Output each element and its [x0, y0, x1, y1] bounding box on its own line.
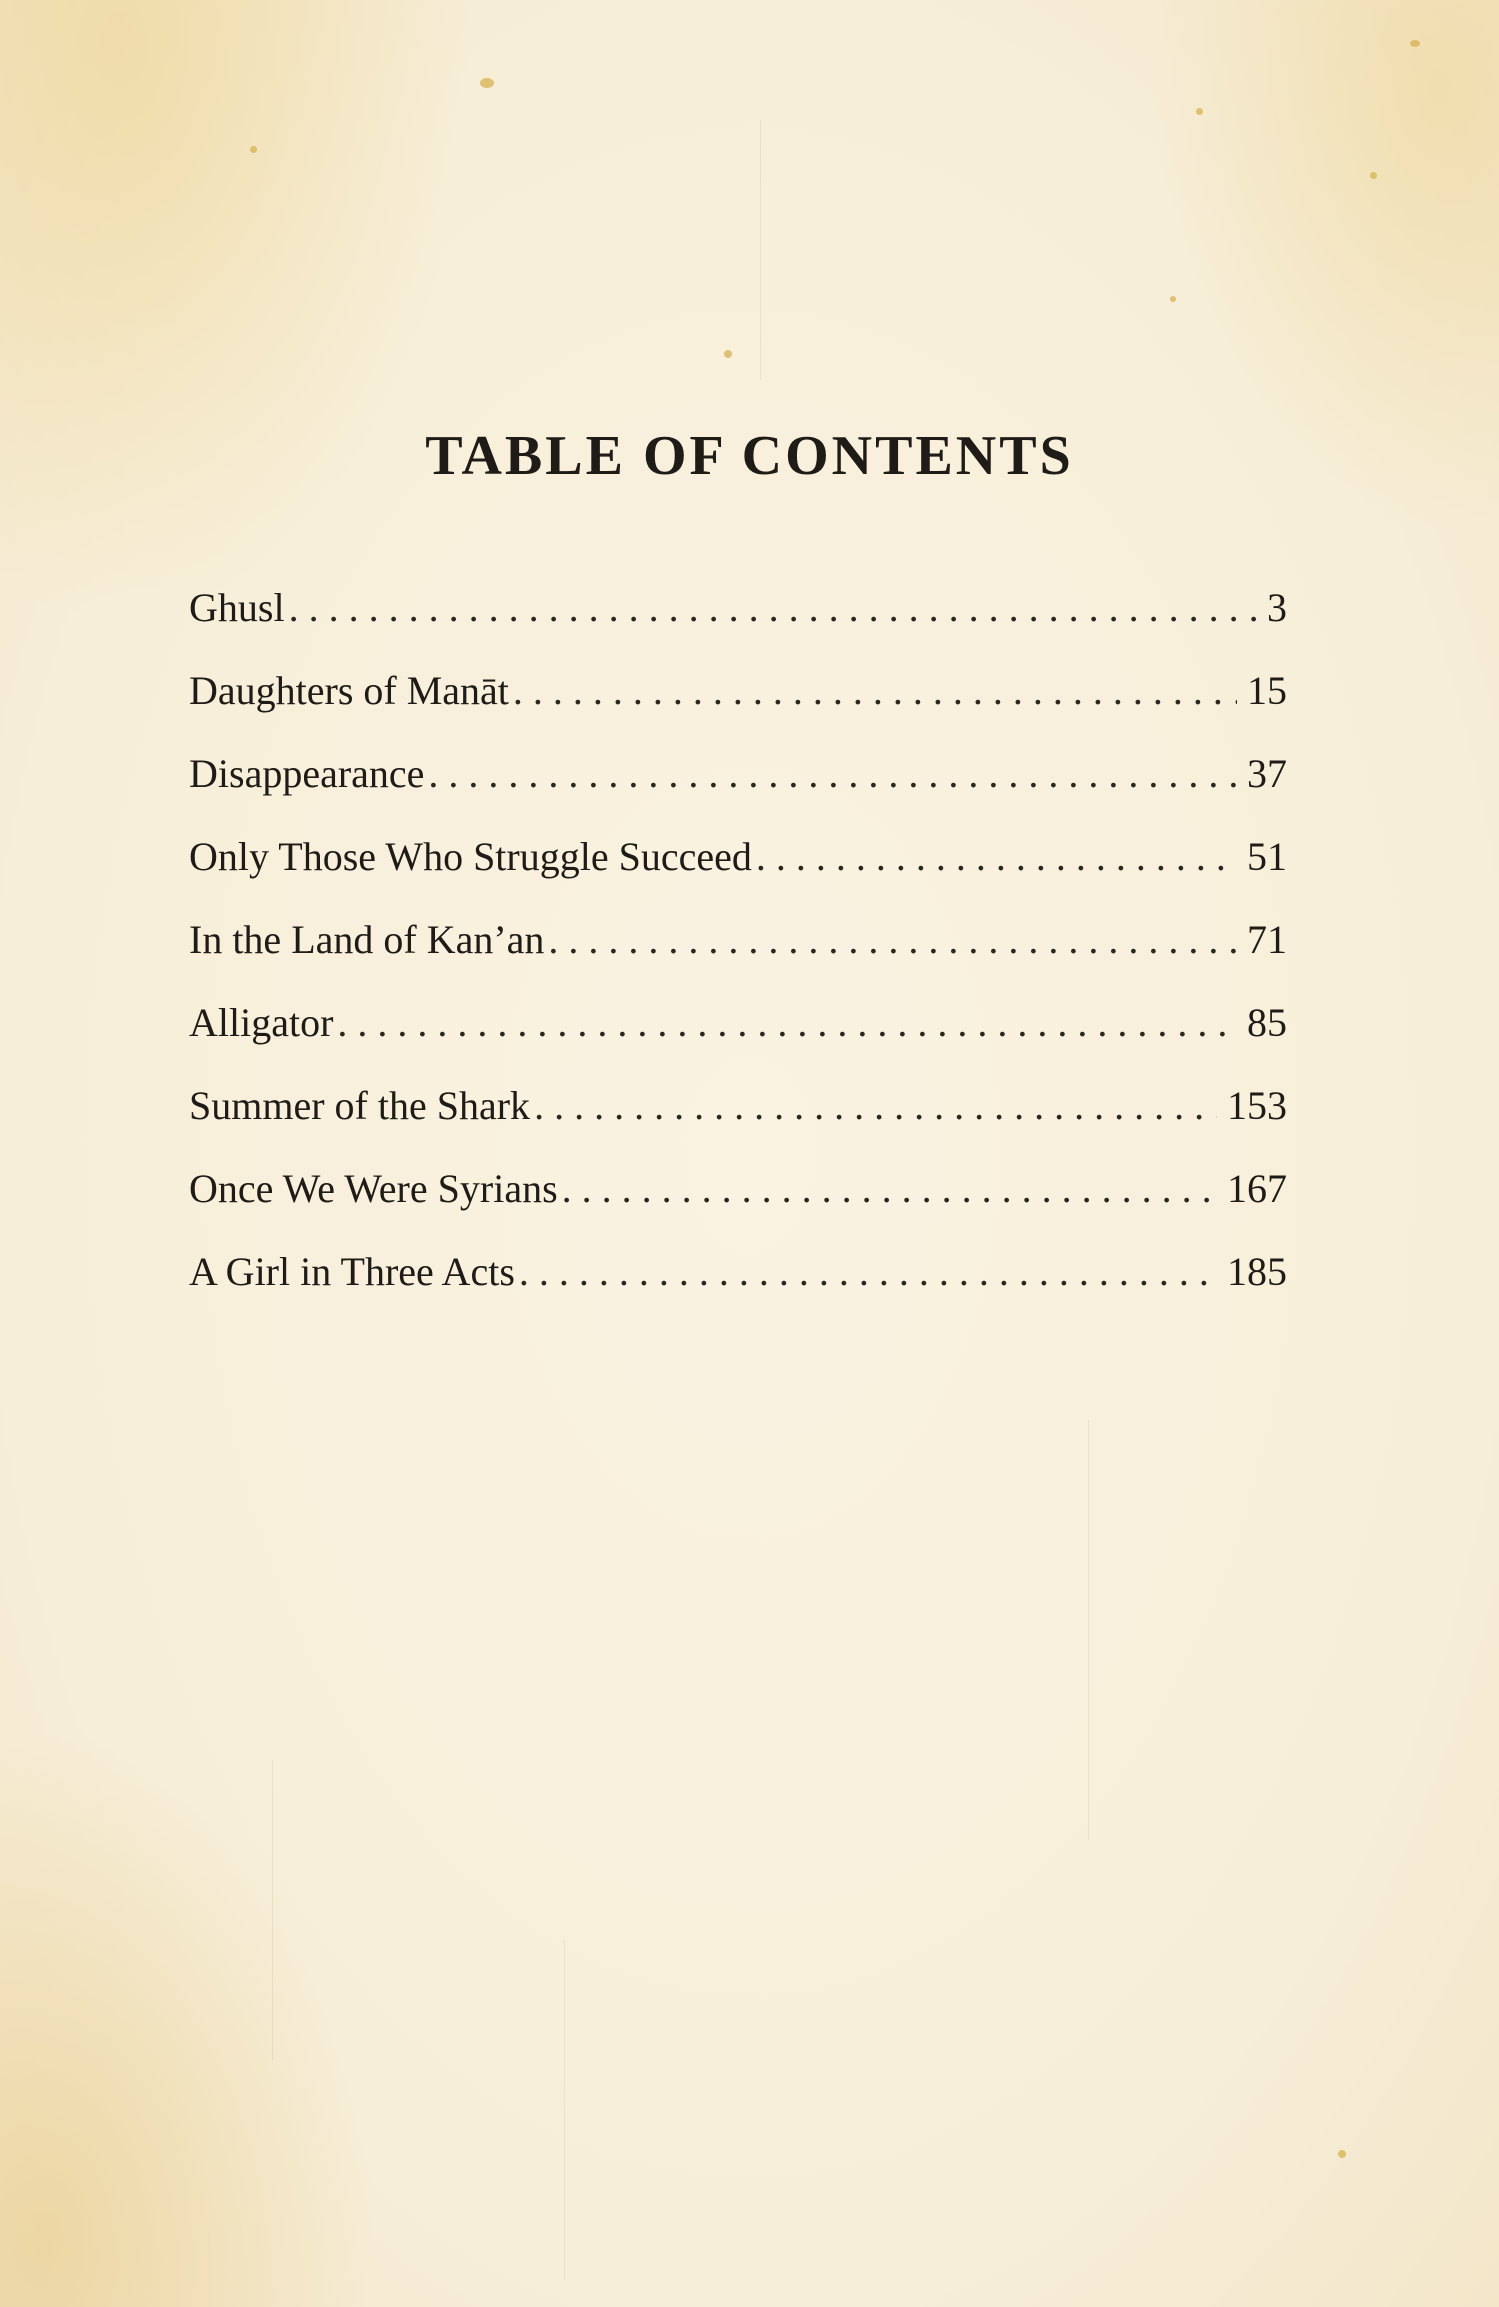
- dot-leader: [289, 578, 1257, 638]
- toc-entry: [189, 578, 1287, 661]
- toc-entry: [189, 1159, 1287, 1242]
- toc-entry-page: 3: [1267, 585, 1287, 630]
- paper-speck: [1370, 172, 1377, 179]
- toc-entry-title: Once We Were Syrians: [189, 1166, 558, 1211]
- paper-crease: [1088, 1420, 1089, 1840]
- toc-entry-title: In the Land of Kan’an: [189, 917, 545, 962]
- toc-entry-page: 15: [1247, 668, 1287, 713]
- toc-entry-page: 185: [1227, 1249, 1287, 1294]
- dot-leader: [562, 1159, 1217, 1219]
- dot-leader: [337, 993, 1237, 1053]
- dot-leader: [756, 827, 1237, 887]
- toc-entry-page: 167: [1227, 1166, 1287, 1211]
- toc-entry: [189, 1076, 1287, 1159]
- toc-entry-title: Ghusl: [189, 585, 285, 630]
- toc-entry: [189, 993, 1287, 1076]
- page-title: TABLE OF CONTENTS: [425, 425, 1074, 487]
- toc-entry: [189, 744, 1287, 827]
- paper-speck: [724, 350, 732, 358]
- paper-speck: [250, 146, 257, 153]
- paper-crease: [760, 120, 761, 380]
- toc-entry-page: 153: [1227, 1083, 1287, 1128]
- toc-entry: [189, 827, 1287, 910]
- dot-leader: [534, 1076, 1217, 1136]
- toc-entry: [189, 1242, 1287, 1325]
- toc-entry-title: Summer of the Shark: [189, 1083, 531, 1128]
- toc-entry-page: 51: [1247, 834, 1287, 879]
- toc-entry-page: 37: [1247, 751, 1287, 796]
- toc-entry: [189, 910, 1287, 993]
- paper-speck: [1196, 108, 1203, 115]
- toc-entry: [189, 661, 1287, 744]
- toc-entry-page: 71: [1247, 917, 1287, 962]
- toc-entry-title: A Girl in Three Acts: [189, 1249, 515, 1294]
- toc-entry-page: 85: [1247, 1000, 1287, 1045]
- paper-crease: [272, 1760, 273, 2060]
- paper-speck: [1338, 2150, 1346, 2158]
- dot-leader: [548, 910, 1237, 970]
- dot-leader: [428, 744, 1237, 804]
- table-of-contents: [189, 578, 1287, 1325]
- paper-crease: [564, 1940, 565, 2280]
- toc-entry-title: Alligator: [189, 1000, 334, 1045]
- toc-entry-title: Only Those Who Struggle Succeed: [189, 834, 752, 879]
- toc-entry-title: Disappearance: [189, 751, 425, 796]
- dot-leader: [519, 1242, 1217, 1302]
- toc-entry-title: Daughters of Manāt: [189, 668, 509, 713]
- dot-leader: [513, 661, 1237, 721]
- paper-speck: [1410, 40, 1420, 47]
- paper-speck: [1170, 296, 1176, 302]
- paper-speck: [480, 78, 494, 88]
